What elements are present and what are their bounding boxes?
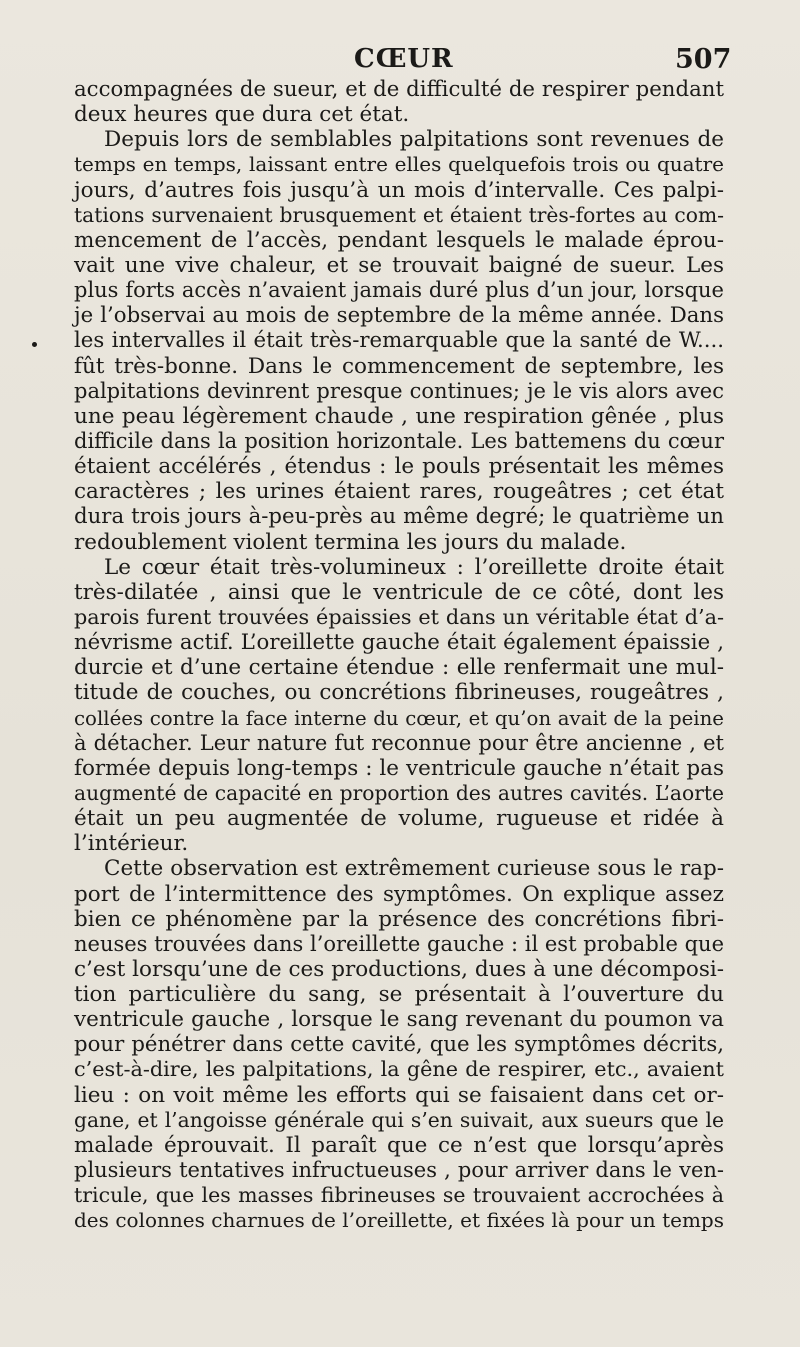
text-line: malade éprouvait. Il paraît que ce n’est que lorsqu’après (74, 1132, 724, 1158)
text-line: durcie et d’une certaine étendue : elle renfermait une mul- (74, 655, 724, 681)
text-line: plusieurs tentatives infructueuses , pour arriver dans le ven- (74, 1158, 724, 1183)
text-line: pour pénétrer dans cette cavité, que les symptômes décrits, (74, 1032, 724, 1058)
text-line: c’est lorsqu’une de ces productions, dues à une décomposi- (74, 956, 724, 982)
text-line: accompagnées de sueur, et de difficulté de respirer pendant (74, 77, 724, 102)
text-line: redoublement violent termina les jours du malade. (74, 529, 627, 555)
text-line: les intervalles il était très-remarquable que la santé de W.... (74, 328, 724, 354)
text-line: tricule, que les masses fibrineuses se trouvaient accrochées à (74, 1183, 724, 1208)
page-header (0, 44, 800, 78)
text-line: dura trois jours à-peu-près au même degré; le quatrième un (74, 504, 724, 530)
running-head: CŒUR (354, 44, 454, 74)
text-line: bien ce phénomène par la présence des concrétions fibri- (74, 906, 724, 932)
text-line: Le cœur était très-volumineux : l’oreillette droite était (104, 554, 724, 580)
text-line: des colonnes charnues de l’oreillette, et fixées là pour un temps (74, 1208, 724, 1233)
text-line: Cette observation est extrêmement curieuse sous le rap- (104, 856, 724, 882)
text-line: fût très-bonne. Dans le commencement de septembre, les (74, 353, 724, 379)
text-line: tations survenaient brusquement et étaient très-fortes au com- (74, 202, 724, 227)
text-line: jours, d’autres fois jusqu’à un mois d’intervalle. Ces palpi- (74, 177, 724, 203)
text-line: temps en temps, laissant entre elles quelquefois trois ou quatre (74, 152, 724, 177)
text-line: une peau légèrement chaude , une respiration gênée , plus (74, 403, 724, 429)
text-line: neuses trouvées dans l’oreillette gauche : il est probable que (74, 931, 724, 956)
text-line: à détacher. Leur nature fut reconnue pour être ancienne , et (74, 730, 724, 755)
text-line: difficile dans la position horizontale. Les battemens du cœur (74, 428, 724, 453)
text-line: vait une vive chaleur, et se trouvait baigné de sueur. Les (74, 252, 724, 278)
text-line: ventricule gauche , lorsque le sang revenant du poumon va (74, 1007, 724, 1033)
text-line: formée depuis long-temps : le ventricule gauche n’était pas (74, 755, 724, 781)
text-line: palpitations devinrent presque continues; je le vis alors avec (74, 378, 724, 403)
text-line: titude de couches, ou concrétions fibrineuses, rougeâtres , (74, 680, 724, 706)
text-line: l’intérieur. (74, 831, 189, 857)
text-line: névrisme actif. L’oreillette gauche était également épaissie , (74, 630, 724, 656)
text-line: gane, et l’angoisse générale qui s’en suivait, aux sueurs que le (74, 1107, 724, 1132)
text-line: était un peu augmentée de volume, rugueuse et ridée à (74, 806, 724, 832)
text-line: parois furent trouvées épaissies et dans un véritable état d’a- (74, 604, 724, 629)
text-line: collées contre la face interne du cœur, et qu’on avait de la peine (74, 706, 724, 730)
text-line: tion particulière du sang, se présentait à l’ouverture du (74, 982, 724, 1008)
text-line: Depuis lors de semblables palpitations sont revenues de (104, 127, 724, 153)
text-line: c’est-à-dire, les palpitations, la gêne de respirer, etc., avaient (74, 1057, 724, 1082)
margin-mark (32, 342, 37, 347)
text-line: étaient accélérés , étendus : le pouls présentait les mêmes (74, 454, 724, 480)
text-line: plus forts accès n’avaient jamais duré plus d’un jour, lorsque (74, 278, 724, 303)
page-number: 507 (675, 44, 732, 75)
text-line: port de l’intermittence des symptômes. On explique assez (74, 881, 724, 907)
text-line: mencement de l’accès, pendant lesquels le malade éprou- (74, 227, 724, 253)
text-line: je l’observai au mois de septembre de la même année. Dans (74, 303, 724, 329)
text-line: deux heures que dura cet état. (74, 102, 410, 128)
text-line: lieu : on voit même les efforts qui se faisaient dans cet or- (74, 1082, 724, 1108)
text-line: très-dilatée , ainsi que le ventricule de ce côté, dont les (74, 579, 724, 605)
body-text (74, 77, 724, 1233)
text-line: caractères ; les urines étaient rares, rougeâtres ; cet état (74, 479, 724, 505)
text-line: augmenté de capacité en proportion des autres cavités. L’aorte (74, 780, 724, 805)
